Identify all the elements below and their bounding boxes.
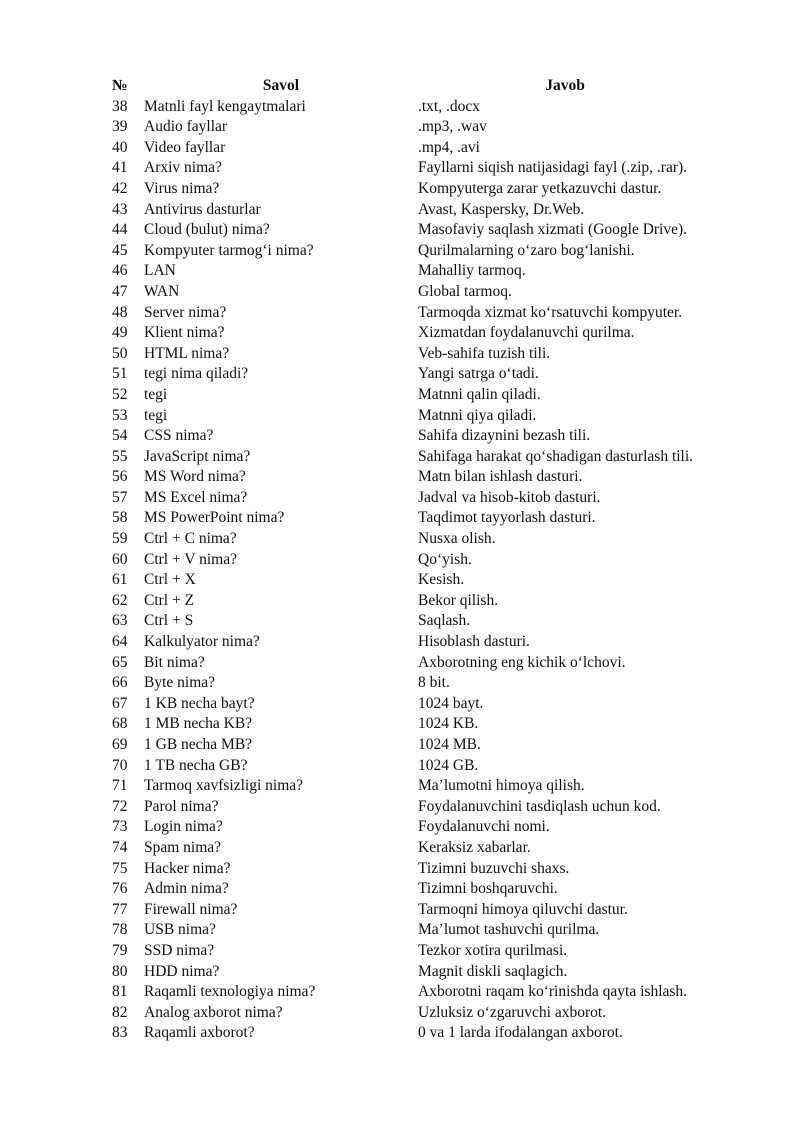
question-cell: HDD nima? — [144, 962, 220, 980]
row-number: 83 — [112, 1024, 128, 1042]
table-row — [112, 1023, 712, 1044]
table-body — [112, 97, 712, 1044]
table-row — [112, 900, 712, 921]
question-cell: Virus nima? — [144, 179, 220, 197]
answer-cell: Tarmoqda xizmat ko‘rsatuvchi kompyuter. — [418, 303, 683, 321]
row-number: 72 — [112, 797, 128, 815]
answer-cell: Keraksiz xabarlar. — [418, 838, 531, 856]
answer-cell: Qo‘yish. — [418, 550, 472, 568]
row-number: 62 — [112, 591, 128, 609]
table-row — [112, 426, 712, 447]
table-row — [112, 982, 712, 1003]
answer-cell: Tezkor xotira qurilmasi. — [418, 941, 568, 959]
row-number: 56 — [112, 468, 128, 486]
row-number: 60 — [112, 550, 128, 568]
question-cell: MS Excel nima? — [144, 488, 248, 506]
row-number: 69 — [112, 736, 128, 753]
row-number: 61 — [112, 571, 128, 589]
answer-cell: Fayllarni siqish natijasidagi fayl (.zip, .rar). — [418, 159, 688, 177]
table-row — [112, 488, 712, 509]
row-number: 79 — [112, 941, 128, 959]
question-cell: HTML nima? — [144, 344, 230, 362]
table-row — [112, 735, 712, 756]
question-cell: USB nima? — [144, 921, 216, 939]
table-row — [112, 323, 712, 344]
answer-cell: 1024 GB. — [418, 756, 479, 774]
question-cell: Parol nima? — [144, 797, 219, 815]
answer-cell: Matn bilan ishlash dasturi. — [418, 468, 583, 486]
question-cell: 1 TB necha GB? — [144, 756, 248, 774]
table-row — [112, 1003, 712, 1024]
answer-cell: Axborotni raqam ko‘rinishda qayta ishlash. — [418, 983, 688, 1001]
table-header — [112, 76, 712, 97]
question-cell: Login nima? — [144, 818, 223, 836]
row-number: 51 — [112, 365, 128, 383]
question-cell: LAN — [144, 262, 176, 280]
row-number: 45 — [112, 241, 128, 259]
question-cell: Spam nima? — [144, 838, 222, 856]
row-number: 53 — [112, 406, 128, 424]
question-cell: Ctrl + C nima? — [144, 530, 237, 548]
answer-cell: Uzluksiz o‘zgaruvchi axborot. — [418, 1003, 607, 1021]
table-row — [112, 632, 712, 653]
question-cell: Ctrl + X — [144, 571, 196, 589]
row-number: 81 — [112, 983, 128, 1001]
answer-cell: Nusxa olish. — [418, 530, 496, 548]
row-number: 47 — [112, 282, 128, 300]
table-row — [112, 385, 712, 406]
column-header-answer: Javob — [545, 77, 585, 94]
row-number: 55 — [112, 447, 128, 465]
question-cell: SSD nima? — [144, 941, 215, 959]
answer-cell: Kesish. — [418, 571, 465, 589]
table-row — [112, 694, 712, 715]
row-number: 43 — [112, 200, 128, 218]
answer-cell: Masofaviy saqlash xizmati (Google Drive). — [418, 221, 688, 239]
row-number: 64 — [112, 633, 128, 651]
answer-cell: Qurilmalarning o‘zaro bog‘lanishi. — [418, 241, 635, 259]
question-cell: Admin nima? — [144, 880, 229, 898]
row-number: 77 — [112, 900, 128, 918]
table-row — [112, 303, 712, 324]
question-cell: tegi — [144, 406, 168, 424]
question-cell: Server nima? — [144, 303, 227, 321]
row-number: 80 — [112, 962, 128, 980]
answer-cell: 1024 KB. — [418, 715, 479, 733]
table-row — [112, 920, 712, 941]
row-number: 40 — [112, 138, 128, 156]
answer-cell: Kompyuterga zarar yetkazuvchi dastur. — [418, 179, 662, 197]
row-number: 63 — [112, 612, 128, 630]
row-number: 57 — [112, 488, 128, 506]
question-cell: Kalkulyator nima? — [144, 633, 260, 651]
answer-cell: Sahifaga harakat qo‘shadigan dasturlash tili. — [418, 447, 694, 465]
answer-cell: Veb-sahifa tuzish tili. — [418, 344, 551, 362]
question-cell: MS Word nima? — [144, 468, 246, 486]
row-number: 42 — [112, 179, 128, 197]
table-row — [112, 241, 712, 262]
answer-cell: 1024 MB. — [418, 736, 481, 753]
row-number: 78 — [112, 921, 128, 939]
question-cell: Klient nima? — [144, 324, 225, 342]
row-number: 75 — [112, 859, 128, 877]
table-row — [112, 756, 712, 777]
question-cell: Arxiv nima? — [144, 159, 222, 177]
table-row — [112, 97, 712, 118]
table-row — [112, 364, 712, 385]
row-number: 44 — [112, 221, 128, 239]
question-cell: WAN — [144, 282, 180, 300]
question-cell: Analog axborot nima? — [144, 1003, 283, 1021]
table-row — [112, 117, 712, 138]
question-cell: MS PowerPoint nima? — [144, 509, 285, 527]
answer-cell: Global tarmoq. — [418, 282, 512, 300]
answer-cell: Matnni qiya qiladi. — [418, 406, 537, 424]
table-row — [112, 962, 712, 983]
question-cell: 1 KB necha bayt? — [144, 694, 255, 712]
question-cell: Ctrl + V nima? — [144, 550, 237, 568]
answer-cell: Tizimni boshqaruvchi. — [418, 880, 558, 898]
table-row — [112, 714, 712, 735]
row-number: 73 — [112, 818, 128, 836]
qa-table — [112, 76, 712, 1044]
table-row — [112, 508, 712, 529]
question-cell: Tarmoq xavfsizligi nima? — [144, 777, 304, 795]
answer-cell: Taqdimot tayyorlash dasturi. — [418, 509, 596, 527]
answer-cell: Avast, Kaspersky, Dr.Web. — [418, 200, 585, 218]
header-row — [112, 76, 712, 97]
row-number: 39 — [112, 118, 128, 136]
question-cell: Hacker nima? — [144, 859, 231, 877]
row-number: 76 — [112, 880, 128, 898]
row-number: 50 — [112, 344, 128, 362]
row-number: 46 — [112, 262, 128, 280]
row-number: 48 — [112, 303, 128, 321]
answer-cell: Foydalanuvchini tasdiqlash uchun kod. — [418, 797, 661, 815]
question-cell: Cloud (bulut) nima? — [144, 221, 270, 239]
answer-cell: Ma’lumotni himoya qilish. — [418, 777, 585, 795]
answer-cell: Saqlash. — [418, 612, 471, 630]
answer-cell: Hisoblash dasturi. — [418, 633, 530, 651]
question-cell: Byte nima? — [144, 674, 216, 692]
table-row — [112, 261, 712, 282]
question-cell: Kompyuter tarmog‘i nima? — [144, 241, 314, 259]
question-cell: Matnli fayl kengaytmalari — [144, 97, 306, 115]
table-row — [112, 344, 712, 365]
table-row — [112, 591, 712, 612]
answer-cell: Xizmatdan foydalanuvchi qurilma. — [418, 324, 635, 342]
row-number: 68 — [112, 715, 128, 733]
question-cell: 1 GB necha MB? — [144, 736, 253, 753]
question-cell: Ctrl + Z — [144, 591, 195, 609]
row-number: 70 — [112, 756, 128, 774]
question-cell: Firewall nima? — [144, 900, 238, 918]
row-number: 66 — [112, 674, 128, 692]
row-number: 54 — [112, 427, 128, 445]
row-number: 74 — [112, 838, 128, 856]
answer-cell: Tarmoqni himoya qiluvchi dastur. — [418, 900, 628, 918]
answer-cell: 1024 bayt. — [418, 694, 484, 712]
table-row — [112, 859, 712, 880]
table-row — [112, 550, 712, 571]
table-row — [112, 406, 712, 427]
table-row — [112, 673, 712, 694]
answer-cell: Axborotning eng kichik o‘lchovi. — [418, 653, 626, 671]
row-number: 52 — [112, 385, 128, 403]
answer-cell: Sahifa dizaynini bezash tili. — [418, 427, 591, 445]
table-row — [112, 879, 712, 900]
table-row — [112, 653, 712, 674]
row-number: 58 — [112, 509, 128, 527]
table-row — [112, 529, 712, 550]
question-cell: Video fayllar — [144, 138, 226, 156]
question-cell: CSS nima? — [144, 427, 214, 445]
question-cell: Antivirus dasturlar — [144, 200, 261, 218]
question-cell: tegi nima qiladi? — [144, 365, 249, 383]
answer-cell: Bekor qilish. — [418, 591, 499, 609]
row-number: 59 — [112, 530, 128, 548]
table-row — [112, 941, 712, 962]
question-cell: tegi — [144, 385, 168, 403]
column-header-question: Savol — [262, 77, 300, 94]
table-row — [112, 447, 712, 468]
answer-cell: Jadval va hisob-kitob dasturi. — [418, 488, 601, 506]
table-row — [112, 158, 712, 179]
table-row — [112, 838, 712, 859]
answer-cell: .mp4, .avi — [418, 138, 480, 156]
answer-cell: Tizimni buzuvchi shaxs. — [418, 859, 570, 877]
answer-cell: Yangi satrga o‘tadi. — [418, 365, 539, 383]
row-number: 49 — [112, 324, 128, 342]
table-row — [112, 220, 712, 241]
table-row — [112, 570, 712, 591]
table-row — [112, 797, 712, 818]
question-cell: Raqamli axborot? — [144, 1024, 255, 1042]
table-row — [112, 817, 712, 838]
question-cell: JavaScript nima? — [144, 447, 251, 465]
row-number: 82 — [112, 1003, 128, 1021]
answer-cell: 0 va 1 larda ifodalangan axborot. — [418, 1024, 623, 1042]
row-number: 65 — [112, 653, 128, 671]
question-cell: Bit nima? — [144, 653, 205, 671]
column-header-number: № — [112, 77, 128, 94]
answer-cell: Ma’lumot tashuvchi qurilma. — [418, 921, 600, 939]
answer-cell: Matnni qalin qiladi. — [418, 385, 541, 403]
table-row — [112, 467, 712, 488]
answer-cell: 8 bit. — [418, 674, 450, 692]
table-row — [112, 282, 712, 303]
table-row — [112, 611, 712, 632]
question-cell: Audio fayllar — [144, 118, 228, 136]
answer-cell: Foydalanuvchi nomi. — [418, 818, 550, 836]
answer-cell: Mahalliy tarmoq. — [418, 262, 526, 280]
table-row — [112, 776, 712, 797]
row-number: 71 — [112, 777, 128, 795]
question-cell: Ctrl + S — [144, 612, 194, 630]
table-row — [112, 179, 712, 200]
row-number: 67 — [112, 694, 128, 712]
answer-cell: .mp3, .wav — [418, 118, 487, 136]
row-number: 38 — [112, 97, 128, 115]
row-number: 41 — [112, 159, 128, 177]
table-row — [112, 138, 712, 159]
answer-cell: Magnit diskli saqlagich. — [418, 962, 568, 980]
question-cell: 1 MB necha KB? — [144, 715, 253, 733]
question-cell: Raqamli texnologiya nima? — [144, 983, 316, 1001]
table-row — [112, 200, 712, 221]
answer-cell: .txt, .docx — [418, 97, 480, 115]
